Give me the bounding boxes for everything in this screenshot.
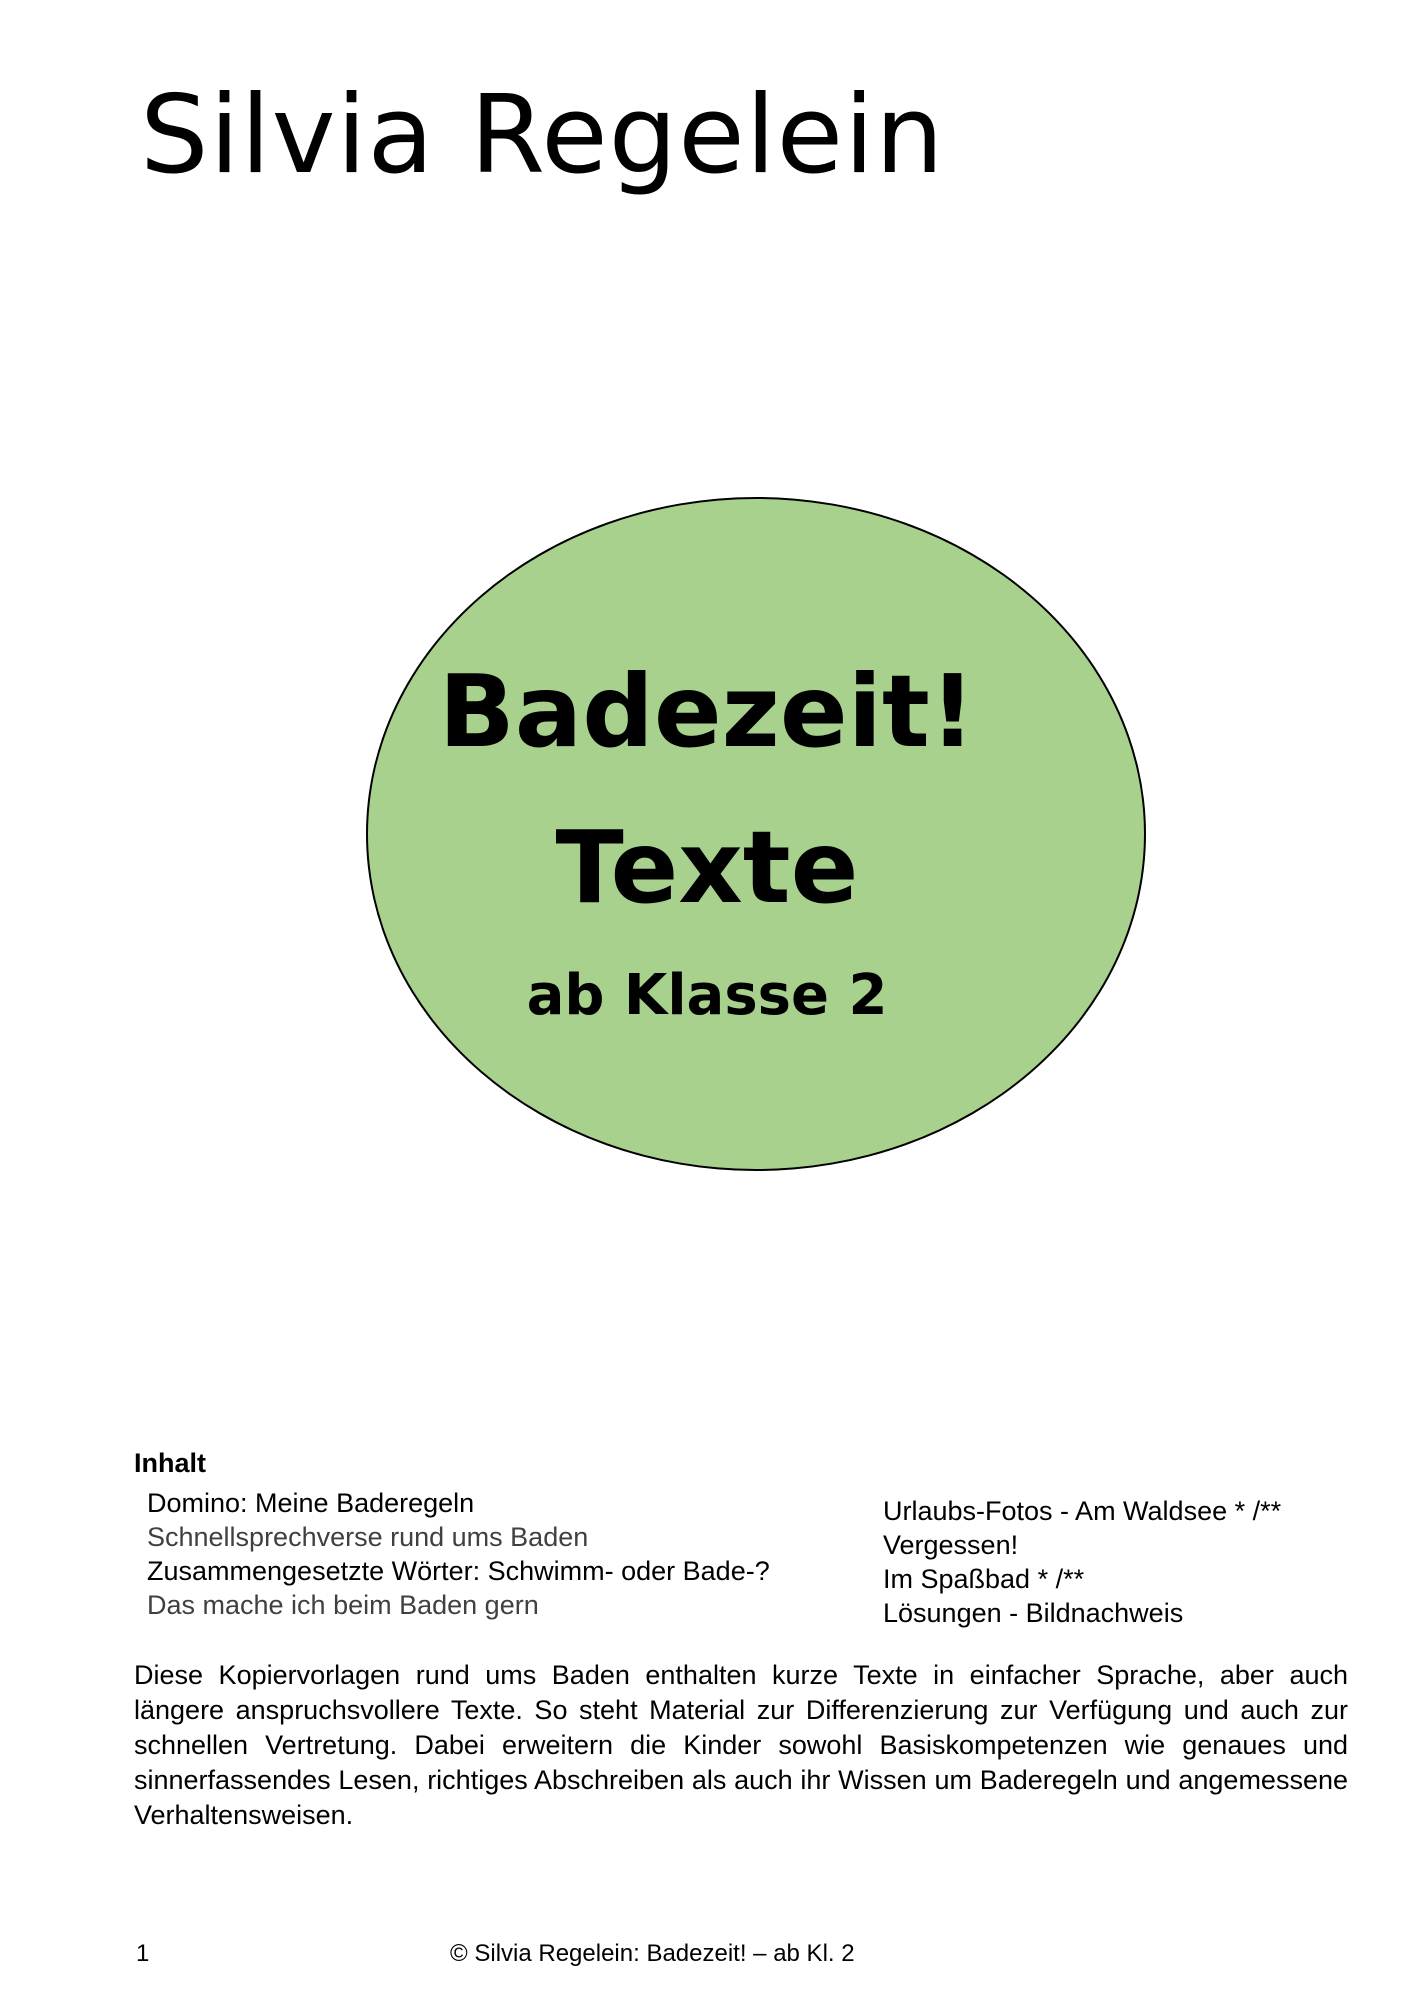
contents-item: Vergessen! [883, 1530, 1019, 1560]
author-name: Silvia Regelein [140, 73, 945, 198]
footer-copyright: © Silvia Regelein: Badezeit! – ab Kl. 2 [450, 1940, 855, 1967]
contents-left-column [147, 1486, 867, 1622]
contents-item: Domino: Meine Baderegeln [147, 1488, 475, 1518]
contents-right-column [883, 1494, 1343, 1630]
contents-item: Lösungen - Bildnachweis [883, 1598, 1184, 1628]
title-grade: ab Klasse 2 [526, 963, 888, 1028]
title-subtitle: Texte [555, 809, 859, 926]
contents-item: Im Spaßbad * /** [883, 1564, 1085, 1594]
contents-item: Schnellsprechverse rund ums Baden [147, 1522, 589, 1552]
contents-heading: Inhalt [134, 1448, 206, 1478]
contents-item: Urlaubs-Fotos - Am Waldsee * /** [883, 1496, 1282, 1526]
description-paragraph: Diese Kopiervorlagen rund ums Baden enthalten kurze Texte in einfacher Sprache, aber auch längere anspruchsvollere Texte. So steht Material zur Differenzierung zur Verfügung und auch zur schnellen Vertretung. Dabei erweitern die Kinder sowohl Basiskompetenzen wie genaues und sinnerfassendes Lesen, richtiges Abschreiben als auch ihr Wissen um Baderegeln und angemessene Verhaltensweisen. [134, 1660, 1348, 1830]
page-number: 1 [136, 1940, 150, 1967]
contents-item: Das mache ich beim Baden gern [147, 1590, 539, 1620]
contents-item: Zusammengesetzte Wörter: Schwimm- oder Bade-? [147, 1556, 770, 1586]
title-main: Badezeit! [438, 653, 976, 770]
